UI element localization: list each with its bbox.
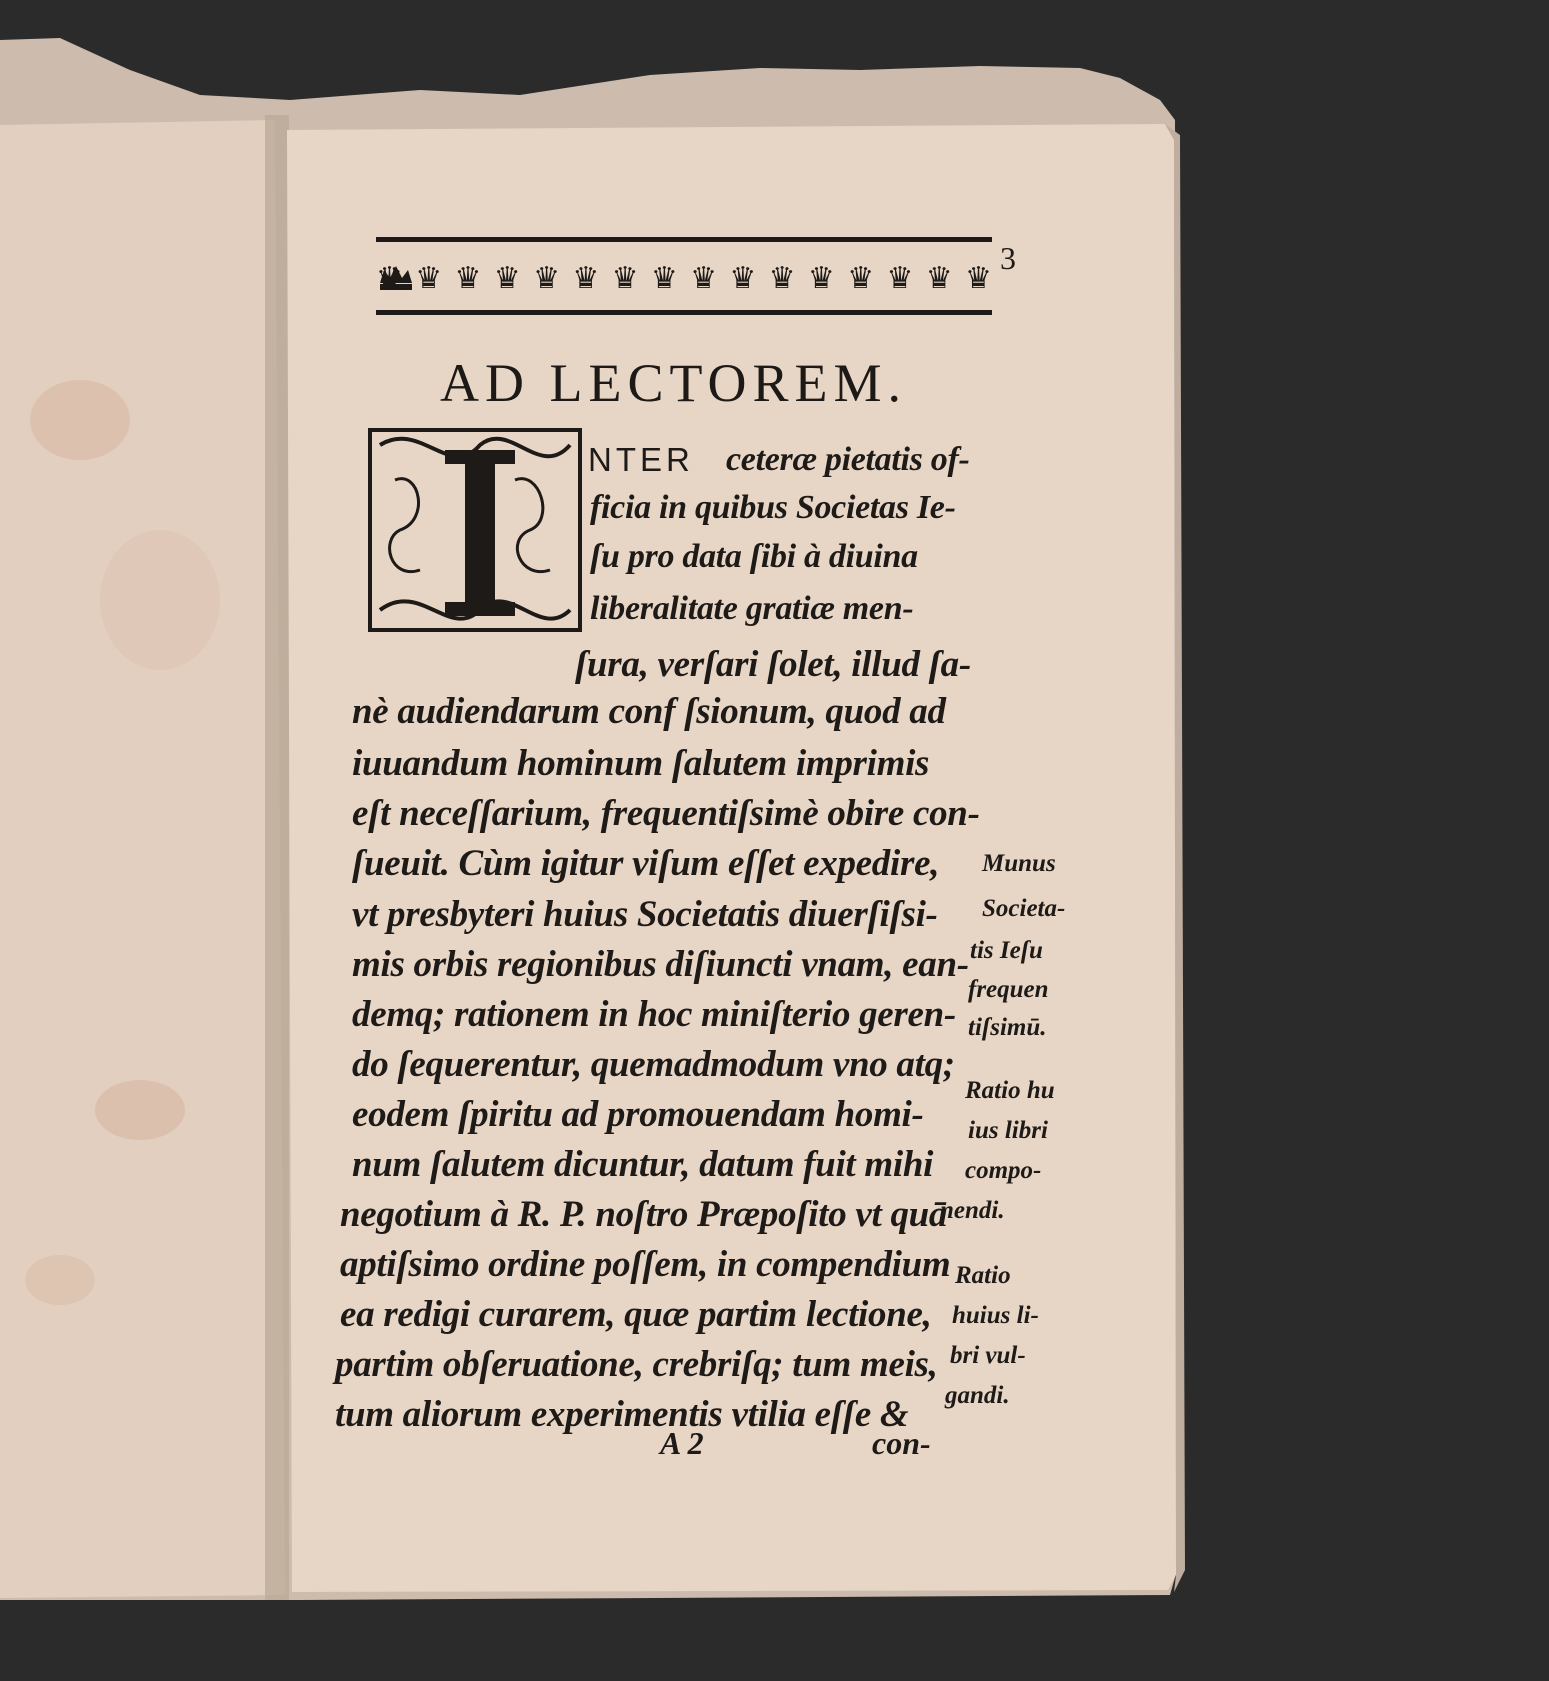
body-line: ficia in quibus Societas Ie- — [590, 489, 956, 526]
crown-icon: ♛ — [768, 261, 796, 296]
body-line: num ſalutem dicuntur, datum fuit mihi — [352, 1144, 934, 1185]
crown-icon: ♛ — [925, 261, 953, 296]
crown-icon: ♛ — [886, 261, 914, 296]
margin-note: Societa- — [982, 895, 1066, 922]
margin-note: Ratio hu — [965, 1077, 1055, 1104]
body-line: iuuandum hominum ſalutem imprimis — [352, 743, 930, 784]
body-line: tum aliorum experimentis vtilia eſſe & — [335, 1394, 909, 1435]
body-line: ceteræ pietatis of- — [726, 441, 970, 478]
margin-note: ius libri — [968, 1117, 1048, 1144]
body-line: partim obſeruatione, crebriſq; tum meis, — [335, 1344, 938, 1385]
crown-icon: ♛ — [454, 261, 482, 296]
margin-note: nendi. — [940, 1197, 1005, 1224]
crown-icon: ♛ — [690, 261, 718, 296]
body-line: negotium à R. P. noſtro Præpoſito vt quā — [340, 1194, 948, 1235]
crown-icon: ♛ — [847, 261, 875, 296]
crown-icon: ♛ — [572, 261, 600, 296]
body-line: eodem ſpiritu ad promouendam homi- — [352, 1094, 924, 1135]
margin-note: frequen — [968, 976, 1049, 1003]
crown-icon: ♛ — [376, 261, 403, 296]
crown-icon: ♛ — [964, 261, 992, 296]
margin-note: Munus — [982, 850, 1056, 877]
body-line: liberalitate gratiæ men- — [590, 590, 914, 627]
body-line: vt presbyteri huius Societatis diuerſiſsi- — [352, 894, 938, 935]
body-line: ſueuit. Cùm igitur viſum eſſet expedire, — [352, 843, 940, 884]
margin-note: compo- — [965, 1157, 1042, 1184]
catchword: con- — [872, 1425, 931, 1461]
page-number: 3 — [1000, 240, 1016, 276]
margin-note: tiſsimū. — [968, 1014, 1047, 1041]
body-line: aptiſsimo ordine poſſem, in compendium — [340, 1244, 951, 1285]
margin-note: gandi. — [945, 1382, 1010, 1409]
crown-icon: ♛ — [729, 261, 757, 296]
margin-note: tis Ieſu — [970, 937, 1043, 964]
body-line: ea redigi curarem, quæ partim lectione, — [340, 1294, 932, 1335]
body-line: demq; rationem in hoc miniſterio geren- — [352, 994, 956, 1035]
initial-word: NTER — [588, 441, 694, 478]
crown-icon: ♛ — [611, 261, 639, 296]
signature-mark: A 2 — [660, 1425, 704, 1461]
margin-note: Ratio — [955, 1262, 1011, 1289]
body-line: ſura, verſari ſolet, illud ſa- — [575, 644, 971, 685]
body-line: do ſequerentur, quemadmodum vno atq; — [352, 1044, 955, 1085]
page-title: AD LECTOREM. — [440, 353, 908, 413]
crown-icon: ♛ — [415, 261, 443, 296]
margin-note: bri vul- — [950, 1342, 1026, 1369]
crown-icon: ♛ — [807, 261, 835, 296]
margin-note: huius li- — [952, 1302, 1039, 1329]
crown-icon: ♛ — [650, 261, 678, 296]
body-line: ſu pro data ſibi à diuina — [590, 538, 918, 575]
body-line: eſt neceſſarium, frequentiſsimè obire con- — [352, 793, 980, 834]
body-line: nè audiendarum conf ſsionum, quod ad — [352, 691, 946, 732]
crown-icon: ♛ — [493, 261, 521, 296]
body-line: mis orbis regionibus diſiuncti vnam, ean- — [352, 944, 969, 985]
crown-icon: ♛ — [533, 261, 560, 296]
